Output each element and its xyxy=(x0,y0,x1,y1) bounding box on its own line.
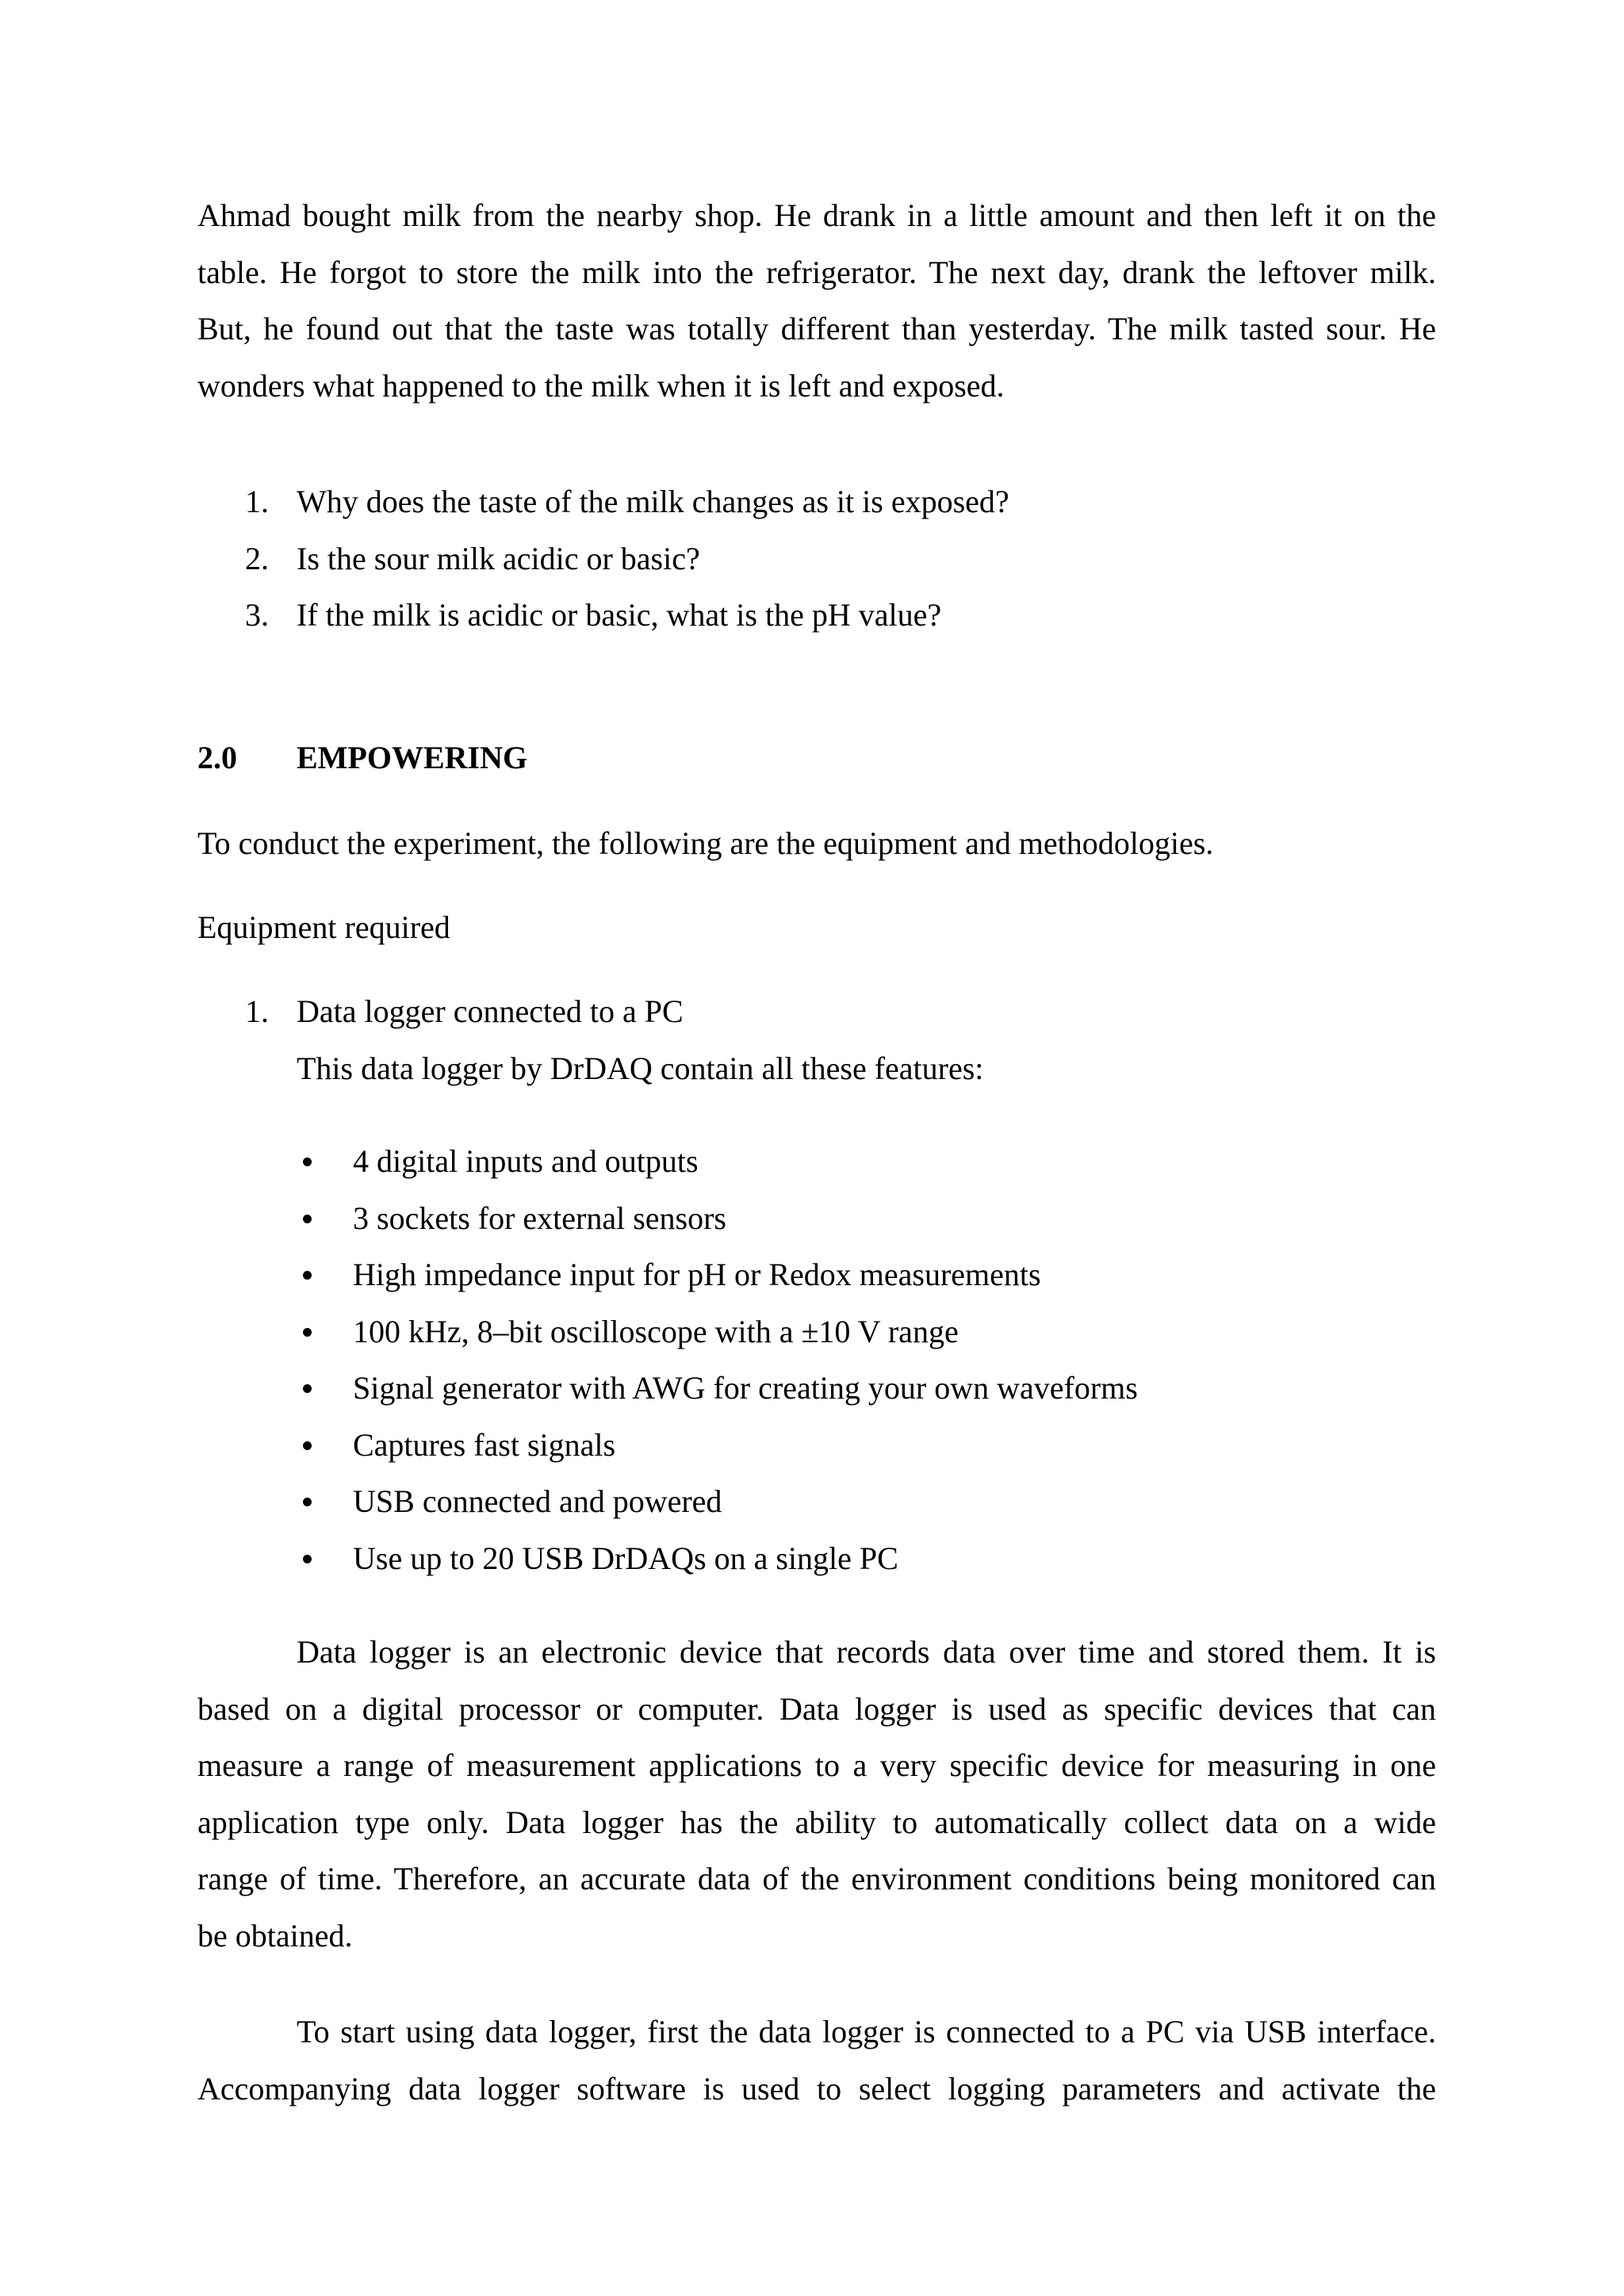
feature-item xyxy=(197,1360,1436,1417)
feature-text: 4 digital inputs and outputs xyxy=(353,1143,699,1179)
question-item xyxy=(197,473,1436,530)
question-text: If the milk is acidic or basic, what is the pH value? xyxy=(297,597,942,633)
data-logger-paragraph xyxy=(197,1624,1436,1964)
paragraph-line: Accompanying data logger software is used to select logging parameters and activate the xyxy=(197,2070,1436,2107)
section-title: EMPOWERING xyxy=(297,740,528,775)
equipment-heading: Equipment required xyxy=(197,909,450,945)
paragraph-line: application type only. Data logger has the ability to automatically collect data on a wide xyxy=(197,1804,1436,1840)
intro-line: Ahmad bought milk from the nearby shop. He drank in a little amount and then left it on the xyxy=(197,197,1436,233)
bullet-icon xyxy=(303,1384,312,1393)
intro-line: table. He forgot to store the milk into the refrigerator. The next day, drank the leftover milk. xyxy=(197,254,1436,290)
question-item xyxy=(197,530,1436,587)
feature-item xyxy=(197,1473,1436,1530)
bullet-icon xyxy=(303,1498,312,1506)
feature-list xyxy=(197,1133,1436,1586)
intro-line: wonders what happened to the milk when it is left and exposed. xyxy=(197,367,1005,404)
feature-text: 100 kHz, 8–bit oscilloscope with a ±10 V range xyxy=(353,1313,959,1349)
feature-item xyxy=(197,1133,1436,1190)
bullet-icon xyxy=(303,1328,312,1337)
question-text: Why does the taste of the milk changes as it is exposed? xyxy=(297,484,1009,519)
feature-item xyxy=(197,1303,1436,1360)
section-number: 2.0 xyxy=(197,740,237,775)
paragraph-line: Data logger is an electronic device that records data over time and stored them. It is xyxy=(297,1634,1436,1670)
question-item xyxy=(197,587,1436,644)
feature-text: USB connected and powered xyxy=(353,1483,722,1519)
question-text: Is the sour milk acidic or basic? xyxy=(297,540,700,576)
feature-text: Captures fast signals xyxy=(353,1426,616,1463)
equipment-title: Data logger connected to a PC xyxy=(297,993,684,1029)
question-number: 1. xyxy=(245,484,269,519)
section-heading xyxy=(197,729,527,786)
bullet-icon xyxy=(303,1441,312,1450)
question-number: 2. xyxy=(245,540,269,576)
feature-text: 3 sockets for external sensors xyxy=(353,1200,726,1236)
bullet-icon xyxy=(303,1555,312,1563)
feature-text: Use up to 20 USB DrDAQs on a single PC xyxy=(353,1540,898,1576)
bullet-icon xyxy=(303,1215,312,1223)
feature-item xyxy=(197,1530,1436,1587)
paragraph-line: based on a digital processor or computer. Data logger is used as specific devices that can xyxy=(197,1690,1436,1727)
usage-paragraph xyxy=(197,2003,1436,2117)
bullet-icon xyxy=(303,1158,312,1166)
equipment-number: 1. xyxy=(245,993,269,1029)
feature-item xyxy=(197,1246,1436,1303)
intro-paragraph xyxy=(197,187,1436,414)
feature-item xyxy=(197,1190,1436,1247)
question-number: 3. xyxy=(245,597,269,633)
equipment-item xyxy=(197,983,1436,1096)
feature-text: Signal generator with AWG for creating your own waveforms xyxy=(353,1370,1138,1406)
intro-line: But, he found out that the taste was totally different than yesterday. The milk tasted sour. He xyxy=(197,311,1436,346)
equipment-subtitle: This data logger by DrDAQ contain all these features: xyxy=(297,1050,984,1086)
question-list xyxy=(197,473,1436,644)
paragraph-line: To start using data logger, first the data logger is connected to a PC via USB interface. xyxy=(297,2014,1436,2049)
paragraph-line: be obtained. xyxy=(197,1917,353,1954)
feature-text: High impedance input for pH or Redox measurements xyxy=(353,1257,1041,1292)
bullet-icon xyxy=(303,1271,312,1280)
feature-item xyxy=(197,1417,1436,1474)
paragraph-line: measure a range of measurement applications to a very specific device for measuring in one xyxy=(197,1747,1436,1783)
conduct-text: To conduct the experiment, the following are the equipment and methodologies. xyxy=(197,825,1214,861)
paragraph-line: range of time. Therefore, an accurate data of the environment conditions being monitored can xyxy=(197,1861,1436,1896)
